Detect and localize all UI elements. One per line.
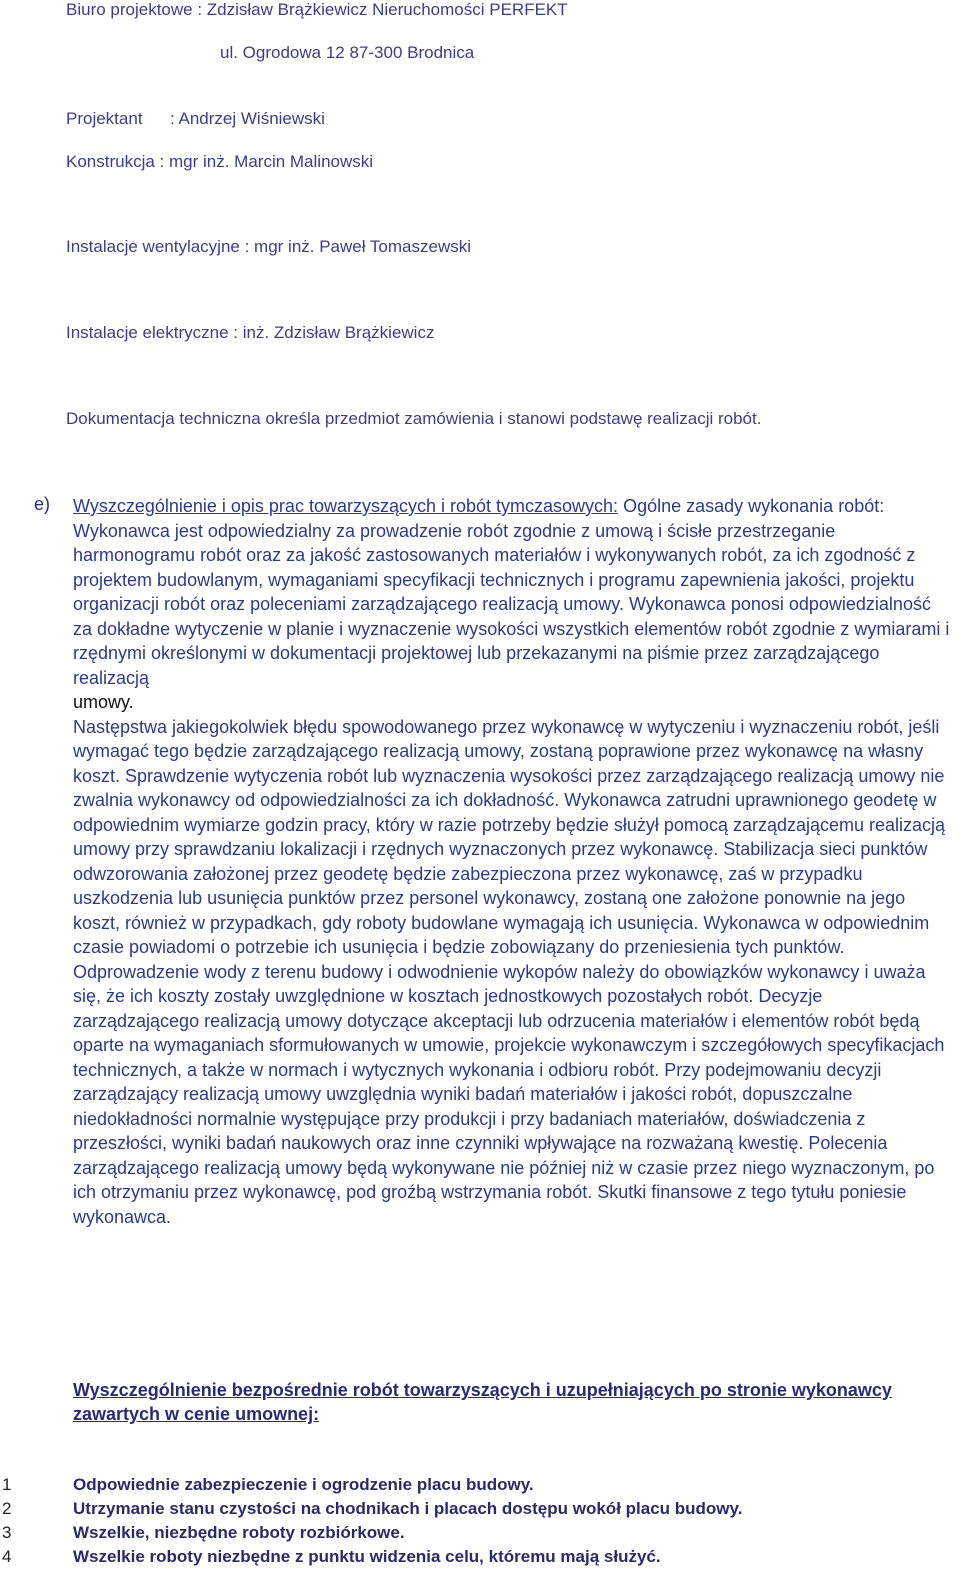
item-number: 4 bbox=[2, 1547, 12, 1566]
documentation-note: Dokumentacja techniczna określa przedmiot zamówienia i stanowi podstawę realizacji robót. bbox=[66, 409, 762, 428]
list-item bbox=[0, 1521, 960, 1545]
office-line: Biuro projektowe : Zdzisław Brążkiewicz Nieruchomości PERFEKT bbox=[66, 0, 568, 19]
item-text: Wszelkie roboty niezbędne z punktu widzenia celu, któremu mają służyć. bbox=[73, 1547, 661, 1566]
section-heading: Wyszczególnienie i opis prac towarzyszących i robót tymczasowych: bbox=[73, 496, 619, 516]
items-list bbox=[0, 1473, 960, 1569]
item-number: 3 bbox=[2, 1523, 12, 1542]
item-text: Wszelkie, niezbędne roboty rozbiórkowe. bbox=[73, 1523, 405, 1542]
paragraph-2: Następstwa jakiegokolwiek błędu spowodowanego przez wykonawcę w wytyczeniu i wyznaczeniu robót, jeśli wymagać tego będzie zarządzającego realizacją umowy, zostaną poprawione przez wykonawcę na własny koszt. Sprawdzenie wytyczenia robót lub wyznaczenia wysokości przez zarządzającego realizacją umowy nie zwalnia wykonawcy od odpowiedzialności za ich dokładność. Wykonawca zatrudni uprawnionego geodetę w odpowiednim wymiarze godzin pracy, który w razie potrzeby będzie służył pomocą zarządzającemu realizacją umowy przy sprawdzaniu lokalizacji i rzędnych wyznaczonych przez wykonawcę. Stabilizacja sieci punktów odwzorowania założonej przez geodetę będzie zabezpieczona przez wykonawcę, zaś w przypadku uszkodzenia lub usunięcia punktów przez personel wykonawcy, zostaną one założone ponownie na jego koszt, również w przypadkach, gdy roboty budowlane wymagają ich usunięcia. Wykonawca w odpowiednim czasie powiadomi o potrzebie ich usunięcia i będzie zobowiązany do przeniesienia tych punktów. Odprowadzenie wody z terenu budowy i odwodnienie wykopów należy do obowiązków wykonawcy i uważa się, że ich koszty zostały uwzględnione w kosztach jednostkowych pozostałych robót. Decyzje zarządzającego realizacją umowy dotyczące akceptacji lub odrzucenia materiałów i elementów robót będą oparte na wymaganiach sformułowanych w umowie, projekcie wykonawczym i szczegółowych specyfikacjach technicznych, a także w normach i wytycznych wykonania i odbioru robót. Przy podejmowaniu decyzji zarządzający realizacją umowy uwzględnia wyniki badań materiałów i jakości robót, dopuszczalne niedokładności normalnie występujące przy produkcji i przy badaniach materiałów, doświadczenia z przeszłości, wyniki badań naukowych oraz inne czynniki wpływające na rozważaną kwestię. Polecenia zarządzającego realizacją umowy będą wykonywane nie później niż w czasie przez niego wyznaczonym, po ich otrzymaniu przez wykonawcę, pod groźbą wstrzymania robót. Skutki finansowe z tego tytułu poniesie wykonawca. bbox=[73, 716, 946, 1227]
list-item bbox=[0, 1497, 960, 1521]
designer-value: : Andrzej Wiśniewski bbox=[170, 109, 325, 128]
item-text: Utrzymanie stanu czystości na chodnikach i placach dostępu wokół placu budowy. bbox=[73, 1499, 743, 1518]
item-number: 1 bbox=[2, 1475, 12, 1494]
item-text: Odpowiednie zabezpieczenie i ogrodzenie placu budowy. bbox=[73, 1475, 534, 1494]
designer-label: Projektant bbox=[66, 109, 143, 128]
address-line: ul. Ogrodowa 12 87-300 Brodnica bbox=[220, 43, 475, 62]
section-letter: e) bbox=[34, 494, 51, 514]
item-number: 2 bbox=[2, 1499, 12, 1518]
section-body bbox=[73, 494, 951, 1229]
construction-line: Konstrukcja : mgr inż. Marcin Malinowski bbox=[66, 152, 374, 171]
paragraph-1-end: umowy. bbox=[73, 692, 134, 712]
subheading: Wyszczególnienie bezpośrednie robót towarzyszących i uzupełniających po stronie wykonawcy zawartych w cenie umownej: bbox=[73, 1380, 892, 1424]
designer-line bbox=[66, 109, 325, 129]
ventilation-line: Instalacje wentylacyjne : mgr inż. Paweł Tomaszewski bbox=[66, 237, 472, 256]
list-item bbox=[0, 1473, 960, 1497]
electrical-line: Instalacje elektryczne : inż. Zdzisław Brążkiewicz bbox=[66, 323, 435, 342]
list-item bbox=[0, 1545, 960, 1569]
paragraph-1: Ogólne zasady wykonania robót: Wykonawca jest odpowiedzialny za prowadzenie robót zgodnie z umową i ścisłe przestrzeganie harmonogramu robót oraz za jakość zastosowanych materiałów i wykonywanych robót, za ich zgodność z projektem budowlanym, wymaganiami specyfikacji technicznych i programu zapewnienia jakości, projektu organizacji robót oraz poleceniami zarządzającego realizacją umowy. Wykonawca ponosi odpowiedzialność za dokładne wytyczenie w planie i wyznaczenie wysokości wszystkich elementów robót zgodnie z wymiarami i rzędnymi określonymi w dokumentacji projektowej lub przekazanymi na piśmie przez zarządzającego realizacją bbox=[73, 496, 950, 688]
